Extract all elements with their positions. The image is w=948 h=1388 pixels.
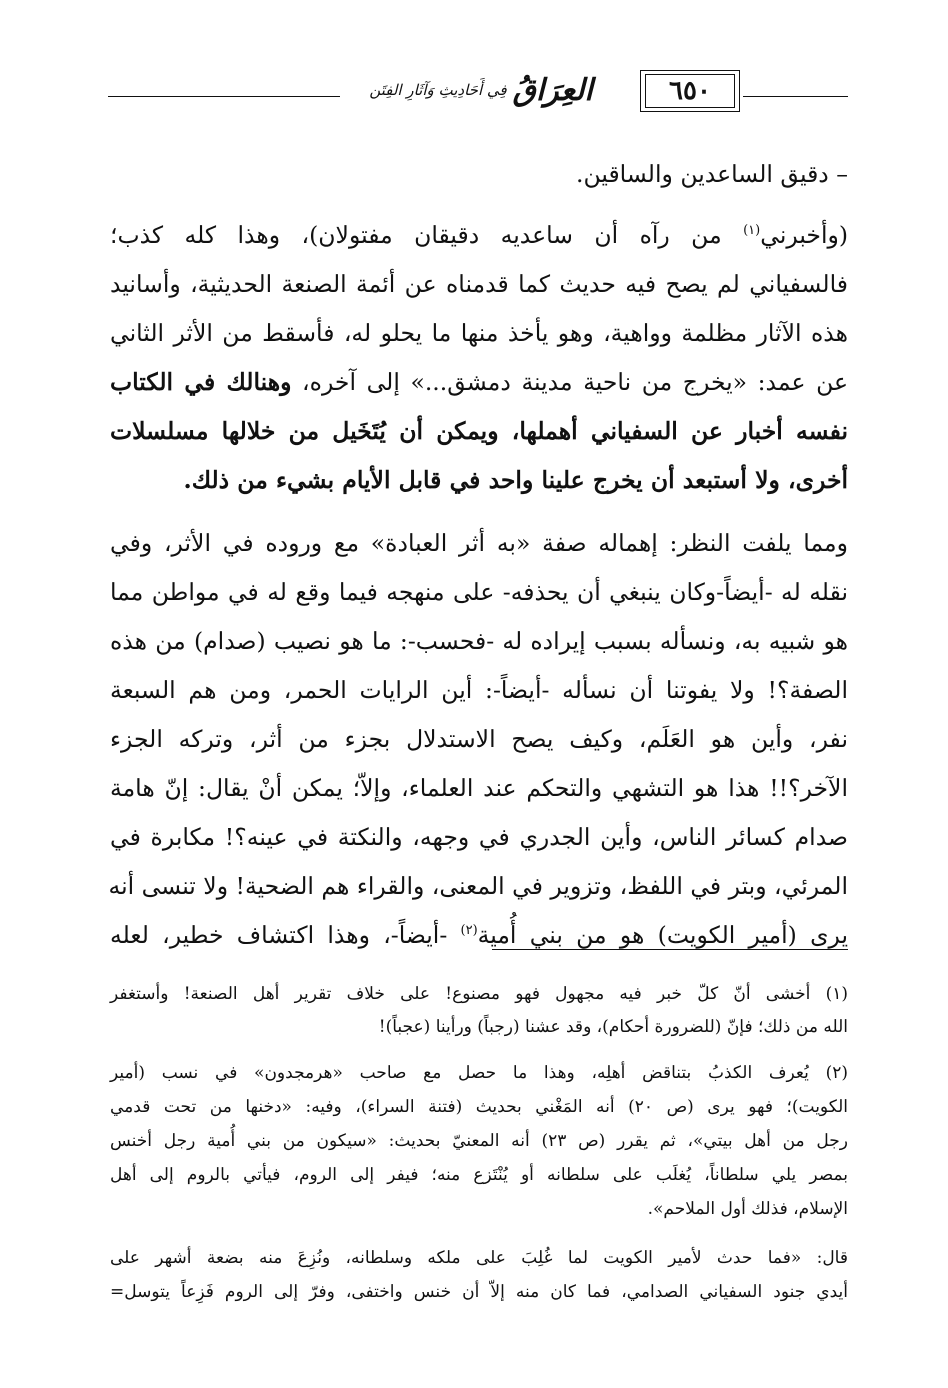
body-line-16-end: -أيضاً-، وهذا اكتشاف خطير، لعله: [110, 921, 461, 949]
body-line-1: – دقيق الساعدين والساقين.: [576, 160, 848, 188]
footnote-ref-2: (٢): [460, 923, 478, 939]
body-line-10: هو شبيه به، ونسأله بسبب إيراده له -فحسب-: ما هو نصيب (صدام) من هذه: [110, 627, 848, 655]
header-rule-left: [108, 96, 340, 97]
body-line-5: [110, 358, 848, 406]
footnote-2-line-7: أيدي جنود السفياني الصدامي، فما كان منه إلاّ أن خنس واختفى، وفرّ إلى الروم فَزِعاً يتوسل=: [110, 1282, 848, 1302]
footnote-2-line-6: قال: «فما حدث لأمير الكويت لما غُلِبَ على ملكه وسلطانه، ونُزِعَ منه بضعة أشهر على: [110, 1248, 848, 1268]
body-line-11: الصفة؟! ولا يفوتنا أن نسأله -أيضاً-: أين الرايات الحمر، ومن هم السبعة: [110, 676, 848, 704]
footnote-2-line-3: رجل من أهل بيتي»، ثم يقرر (ص ٢٣) أنه المعنيّ بحديث: «سيكون من بني أُمية رجل أخنس: [110, 1131, 848, 1151]
body-line-15: المرئي، وبتر في اللفظ، وتزوير في المعنى، والقراء هم الضحية! ولا تنسى أنه: [108, 872, 848, 900]
footnote-2-line-4: بمصر يلي سلطاناً، يُغلَب على سلطانه أو يُنْتَزع منه؛ فيفر إلى الروم، فيأتي بالروم إلى أهل: [110, 1165, 848, 1185]
body-line-16: [110, 911, 848, 959]
body-line-5-bold: وهنالك في الكتاب: [110, 368, 292, 396]
footnote-1-line-2: الله من ذلك؛ فإنّ (للضرورة أحكام)، وقد عشنا (رجباً) ورأينا (عجباً)!: [378, 1017, 848, 1037]
body-line-2: [110, 211, 848, 259]
body-line-13: الآخر؟!! هذا هو التشهي والتحكم عند العلماء، وإلاّ؛ يمكن أنْ يقال: إنّ هامة: [110, 774, 848, 802]
book-title-main: العِرَاقُ: [512, 72, 593, 108]
footnote-1-line-1: (١) أخشى أنّ كلّ خبر فيه مجهول فهو مصنوع! على خلاف تقرير أهل الصنعة! وأستغفر: [110, 984, 848, 1004]
book-title-sub: فِي أَحَادِيثِ وَآثَارِ الفِتَن: [369, 81, 507, 99]
footnote-separator: [492, 949, 848, 950]
body-line-2-end: من رآه أن ساعديه دقيقان مفتولان)، وهذا كله كذب؛: [110, 221, 744, 249]
footnote-ref-1: (١): [743, 223, 761, 239]
body-line-6: نفسه أخبار عن السفياني أهملها، ويمكن أن يُتَخَيل من خلالها مسلسلات: [110, 417, 848, 445]
body-line-2-start: (وأخبرني: [760, 221, 848, 249]
running-header: [108, 66, 848, 116]
book-title: [346, 70, 616, 110]
body-line-9: نقله له -أيضاً-وكان ينبغي أن يحذفه- على منهجه فيما وقع له في مواطن مما: [110, 578, 848, 606]
page-number-box: [640, 70, 740, 112]
footnote-2-line-5: الإسلام، فذلك أول الملاحم».: [647, 1199, 848, 1219]
body-line-7: أخرى، ولا أستبعد أن يخرج علينا واحد في قابل الأيام بشيء من ذلك.: [183, 466, 848, 494]
body-line-5-start: عن عمد: «يخرج من ناحية مدينة دمشق...» إلى آخره،: [291, 368, 849, 396]
header-rule-right: [743, 96, 848, 97]
footnote-2-line-2: الكويت)؛ فهو يرى (ص ٢٠) أنه المَغْني بحديث (فتنة السراء)، وفيه: «دخنها من تحت قدمي: [110, 1097, 848, 1117]
body-line-12: نفر، وأين هو العَلَم، وكيف يصح الاستدلال بجزء من أثر، وتركه الجزء: [110, 725, 848, 753]
body-line-14: صدام كسائر الناس، وأين الجدري في وجهه، والنكتة في عينه؟! مكابرة في: [110, 823, 848, 851]
body-line-4: هذه الآثار مظلمة وواهية، وهو يأخذ منها ما يحلو له، فأسقط من الأثر الثاني: [110, 319, 848, 347]
body-line-3: فالسفياني لم يصح فيه حديث كما قدمناه عن أئمة الصنعة الحديثية، وأسانيد: [110, 270, 848, 298]
page-number: ٦٥٠: [669, 76, 711, 106]
body-line-8: ومما يلفت النظر: إهماله صفة «به أثر العبادة» مع وروده في الأثر، وفي: [110, 529, 848, 557]
footnote-2-line-1: (٢) يُعرف الكذبُ بتناقض أهلِه، وهذا ما حصل مع صاحب «هرمجدون» في نسب (أمير: [110, 1063, 848, 1083]
body-line-16-start: يرى (أمير الكويت) هو من بني أُمية: [477, 921, 848, 949]
